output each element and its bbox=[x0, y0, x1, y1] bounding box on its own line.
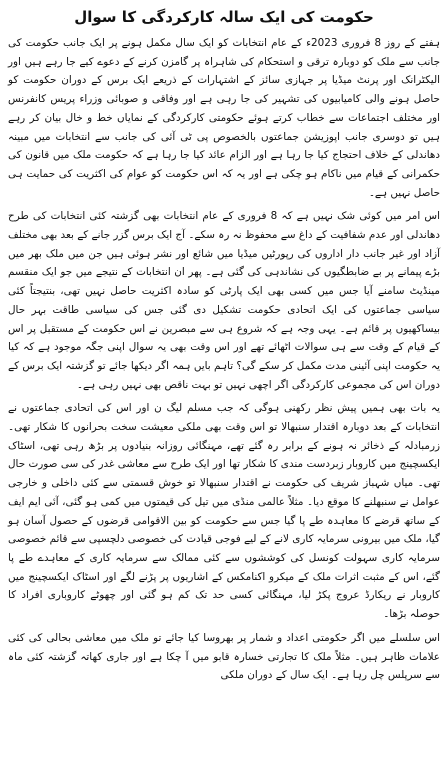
article-paragraph-4: اس سلسلے میں اگر حکومتی اعداد و شمار پر بھروسا کیا جائے تو ملک میں معاشی بحالی کی کئی علامات ظاہر ہیں۔ مثلاً ملک کا تجارتی خسارہ قابو میں آ چکا ہے اور جاری کھاتہ گزشتہ کئی ماہ سے سرپلس چل رہا ہے۔ ایک سال کے دوران ملکی bbox=[8, 631, 440, 682]
article-paragraph-2: اس امر میں کوئی شک نہیں ہے کہ 8 فروری کے عام انتخابات بھی گزشتہ کئی انتخابات کی طرح دھاندلی اور عدم شفافیت کے داغ سے محفوظ نہ رہ سکے۔ آج ایک برس گزر جانے کے بعد بھی مختلف آزاد اور غیر جانب دار اداروں کی رپورٹیں میڈیا میں شائع اور نشر ہوئی ہیں جن میں ملک بھر میں بڑے پیمانے پر بے ضابطگیوں کی نشاندہی کی گئی ہے۔ پھر ان انتخابات کے نتیجے میں جو ایک منقسم مینڈیٹ سامنے آیا جس میں کسی بھی ایک پارٹی کو سادہ اکثریت حاصل نہیں تھی، بنتیجتاً کئی سیاسی جماعتوں کی ایک اتحادی حکومت تشکیل دی گئی جس کی سیاسی طاقت بہر حال بیساکھیوں پر قائم ہے۔ یہی وجہ ہے کہ شروع ہی سے مبصرین نے اس حکومت کے مستقبل پر اس کے قیام کے وقت سے ہی سوالات اٹھائے تھے اور اس وقت بھی یہ سوال اپنی جگہ موجود ہے کہ کیا یہ حکومت اپنی آئینی مدت مکمل کر سکے گی؟ تاہم بایں ہمہ اگر دیکھا جائے تو گزشتہ ایک برس کے دوران اس کی مجموعی کارکردگی اگر اچھی نہیں تو بہت ناقص بھی نہیں رہی ہے۔ bbox=[8, 210, 440, 391]
article-title: حکومت کی ایک سالہ کارکردگی کا سوال bbox=[74, 8, 374, 26]
article-paragraph-3: یہ بات بھی ہمیں پیش نظر رکھنی ہوگی کہ جب مسلم لیگ ن اور اس کی اتحادی جماعتوں نے انتخابات کے بعد دوبارہ اقتدار سنبھالا تو اس وقت بھی ملکی معیشت سخت بحرانوں کا شکار تھی۔ زرمبادلہ کے ذخائر نہ ہونے کے برابر رہ گئے تھے، مہنگائی روزانہ بنیادوں پر بڑھ رہی تھی، اسٹاک ایکسچینج میں کاروبار زبردست مندی کا شکار تھا اور ایک طرح سے معاشی غدر کی سی صورت حال تھی۔ میاں شہباز شریف کی حکومت نے اقتدار سنبھالا تو خوش قسمتی سے کئی داخلی و خارجی عوامل نے سنبھلنے کا موقع دیا۔ مثلاً عالمی منڈی میں تیل کی قیمتوں میں کمی ہو گئی، آئی ایم ایف کے ساتھ قرضے کا معاہدہ طے پا گیا جس سے حکومت کو بین الاقوامی قرضوں کے حصول آسان ہو گیا، ملک میں بیرونی سرمایہ کاری لانے کے لیے فوجی قیادت کی خصوصی دلچسپی سے قائم خصوصی سرمایہ کاری سہولت کونسل کی کوششوں سے کئی ممالک سے سرمایہ کاری کے معاہدے طے پا گئے، اس کے مثبت اثرات ملک کے میکرو اکنامکس کے اشاریوں پر پڑنے لگے اور اسٹاک ایکسچینج میں کاروبار نے ریکارڈ عروج پکڑ لیا، مہنگائی کسی حد تک کم ہو گئی اور چھوٹے کاروباری افراد کا حوصلہ بڑھا۔ bbox=[7, 402, 440, 621]
article-paragraph-1: ہفتے کے روز 8 فروری 2023ء کے عام انتخابات کو ایک سال مکمل ہونے پر ایک جانب حکومت کی جانب سے ملک کو دوبارہ ترقی و استحکام کی شاہراہ پر گامزن کرنے کے دعوے کیے جا رہے ہیں اور الیکٹرانک اور پرنٹ میڈیا پر جہازی سائز کے اشتہارات کے ذریعے ایک برس کے دوران حکومت کو حاصل ہونے والی کامیابیوں کی تشہیر کی جا رہی ہے اور وفاقی و صوبائی وزراء پریس کانفرنس اور مختلف اجتماعات سے خطاب کرتے ہوئے حکومتی کارکردگی کے نمایاں خط و خال بیان کر رہے ہیں تو دوسری جانب اپوزیشن جماعتوں بالخصوص پی ٹی آئی کی جانب سے انتخابات میں مبینہ دھاندلی کے خلاف احتجاج کیا جا رہا ہے اور الزام عائد کیا جا رہا ہے کہ حکومت ملک میں قانون کی حکمرانی کے قیام میں ناکام ہو چکی ہے اور یہ کہ اس حکومت کو عوام کی اکثریت کی حمایت ہی حاصل نہیں ہے۔ bbox=[8, 37, 440, 199]
